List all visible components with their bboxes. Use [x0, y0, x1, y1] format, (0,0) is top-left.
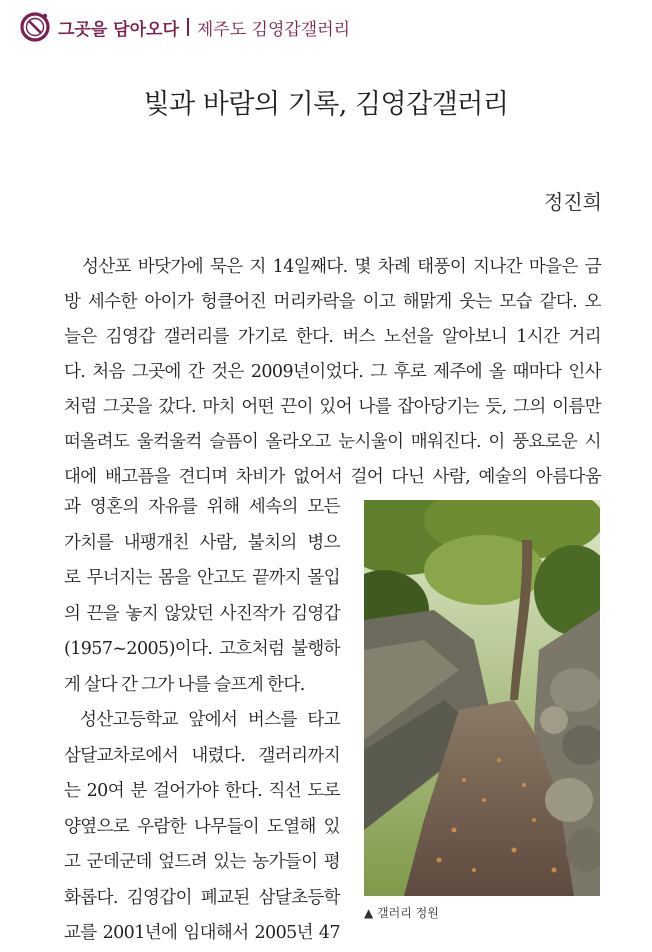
header-divider: [187, 18, 189, 36]
section-header: [18, 10, 350, 44]
text-line: 처럼 그곳을 갔다. 마치 어떤 끈이 있어 나를 잡아당기는 듯, 그의 이름만: [64, 397, 601, 417]
text-line: 대에 배고픔을 견디며 차비가 없어서 걸어 다닌 사람, 예술의 아름다움: [64, 467, 601, 487]
text-line: (1957~2005)이다. 고흐처럼 불행하: [64, 639, 340, 659]
section-label: 그곳을 담아오다: [58, 19, 179, 40]
text-line: 게 살다 간 그가 나를 슬프게 한다.: [64, 674, 305, 695]
photo-caption: ▲ 갤러리 정원: [364, 906, 439, 920]
text-line: 삼달교차로에서 내렸다. 갤러리까지: [64, 745, 340, 766]
text-line: 과 영혼의 자유를 위해 세속의 모든: [64, 497, 340, 517]
text-line: 가치를 내팽개친 사람, 불치의 병으: [64, 532, 340, 553]
text-column: [64, 490, 340, 952]
text-line: 늘은 김영갑 갤러리를 가기로 한다. 버스 노선을 알아보니 1시간 거리: [64, 327, 601, 347]
text-line: 고 군데군데 엎드려 있는 농가들이 평: [64, 852, 340, 872]
subsection-label: 제주도 김영갑갤러리: [196, 19, 351, 40]
text-line: 다. 처음 그곳에 간 것은 2009년이었다. 그 후로 제주에 올 때마다 인사: [64, 362, 601, 382]
gallery-garden-photo: [364, 500, 600, 896]
article-title: 빛과 바람의 기록, 김영갑갤러리: [143, 89, 509, 120]
text-line: 의 끈을 놓지 않았던 사진작가 김영갑: [64, 603, 340, 624]
text-line: 는 20여 분 걸어가야 한다. 직선 도로: [64, 781, 340, 801]
text-line: 성산포 바닷가에 묵은 지 14일째다. 몇 차례 태풍이 지나간 마을은 금: [82, 257, 601, 277]
text-line: 화롭다. 김영갑이 폐교된 삼달초등학: [64, 887, 340, 908]
text-line: 로 무너지는 몸을 안고도 끝까지 몰입: [64, 568, 340, 588]
text-line: 성산고등학교 앞에서 버스를 타고: [80, 710, 340, 730]
text-line: 떠올려도 울컥울컥 슬픔이 올라오고 눈시울이 매워진다. 이 풍요로운 시: [64, 432, 601, 452]
text-line: 양옆으로 우람한 나무들이 도열해 있: [64, 816, 340, 837]
text-line: 교를 2001년에 임대해서 2005년 47: [64, 923, 340, 943]
paragraph-1-full-width: [64, 250, 601, 495]
no-entry-circle-icon: [18, 10, 52, 44]
article-author: 정진희: [544, 190, 602, 214]
text-line: 방 세수한 아이가 헝클어진 머리카락을 이고 해맑게 웃는 모습 같다. 오: [64, 292, 601, 312]
